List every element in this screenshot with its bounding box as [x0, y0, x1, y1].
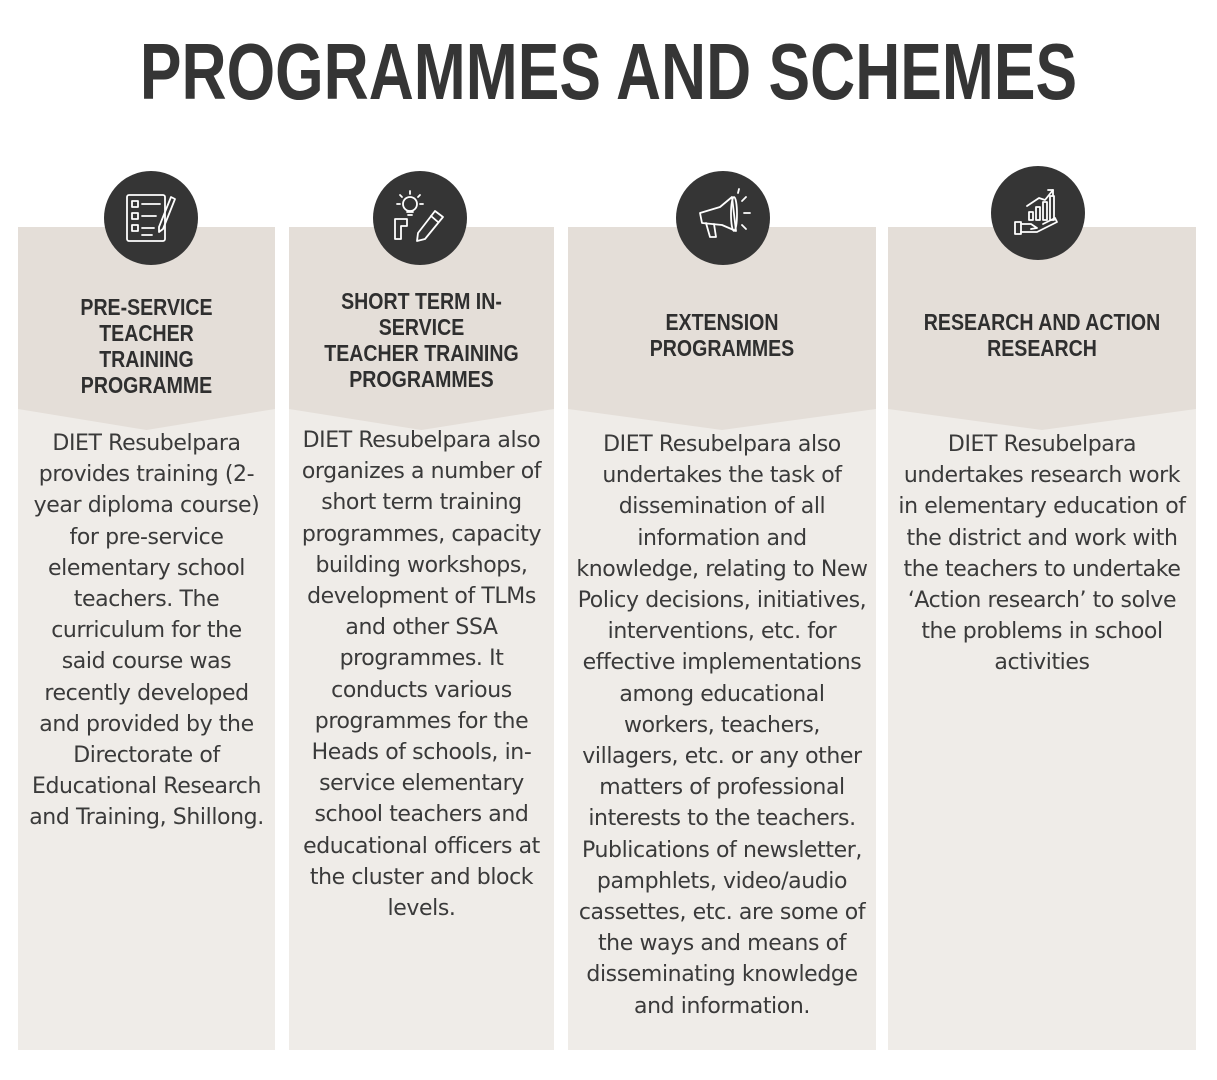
programme-card-in-service	[289, 227, 554, 1050]
page-title: PROGRAMMES AND SCHEMES	[139, 27, 1078, 116]
card-heading: PRE-SERVICE TEACHER TRAINING PROGRAMME	[80, 294, 213, 398]
growth-chart-hand-icon	[991, 166, 1085, 260]
checklist-icon	[104, 171, 198, 265]
megaphone-icon	[676, 171, 770, 265]
idea-pencil-icon	[373, 171, 467, 265]
card-body-text: DIET Resubelpara undertakes research work in elementary education of the district and work with the teachers to undertake ‘Action research’ to solve the problems in school activities	[898, 432, 1186, 676]
card-body-text: DIET Resubelpara provides training (2-year diploma course) for pre-service elementary school teachers. The curriculum for the said course was recently developed and provided by the Directorate of Educational Research and Training, Shillong.	[29, 431, 264, 831]
card-heading: SHORT TERM IN-SERVICE TEACHER TRAINING PROGRAMMES	[324, 288, 519, 392]
programme-card-pre-service	[18, 227, 275, 1050]
programme-card-research	[888, 227, 1196, 1050]
card-body-text: DIET Resubelpara also undertakes the task of dissemination of all information and knowledge, relating to New Policy decisions, initiatives, interventions, etc. for effective implementations among educational workers, teachers, villagers, etc. or any other matters of professional interests to the teachers. Publications of newsletter, pamphlets, video/audio cassettes, etc. are some of the ways and means of disseminating knowledge and information.	[576, 432, 868, 1019]
card-body-text: DIET Resubelpara also organizes a number of short term training programmes, capacity building workshops, development of TLMs and other SSA programmes. It conducts various programmes for the Heads of schools, in-service elementary school teachers and educational officers at the cluster and block levels.	[301, 428, 542, 922]
programme-card-extension	[568, 227, 876, 1050]
card-heading: EXTENSION PROGRAMMES	[649, 309, 795, 361]
card-heading: RESEARCH AND ACTION RESEARCH	[923, 309, 1161, 361]
